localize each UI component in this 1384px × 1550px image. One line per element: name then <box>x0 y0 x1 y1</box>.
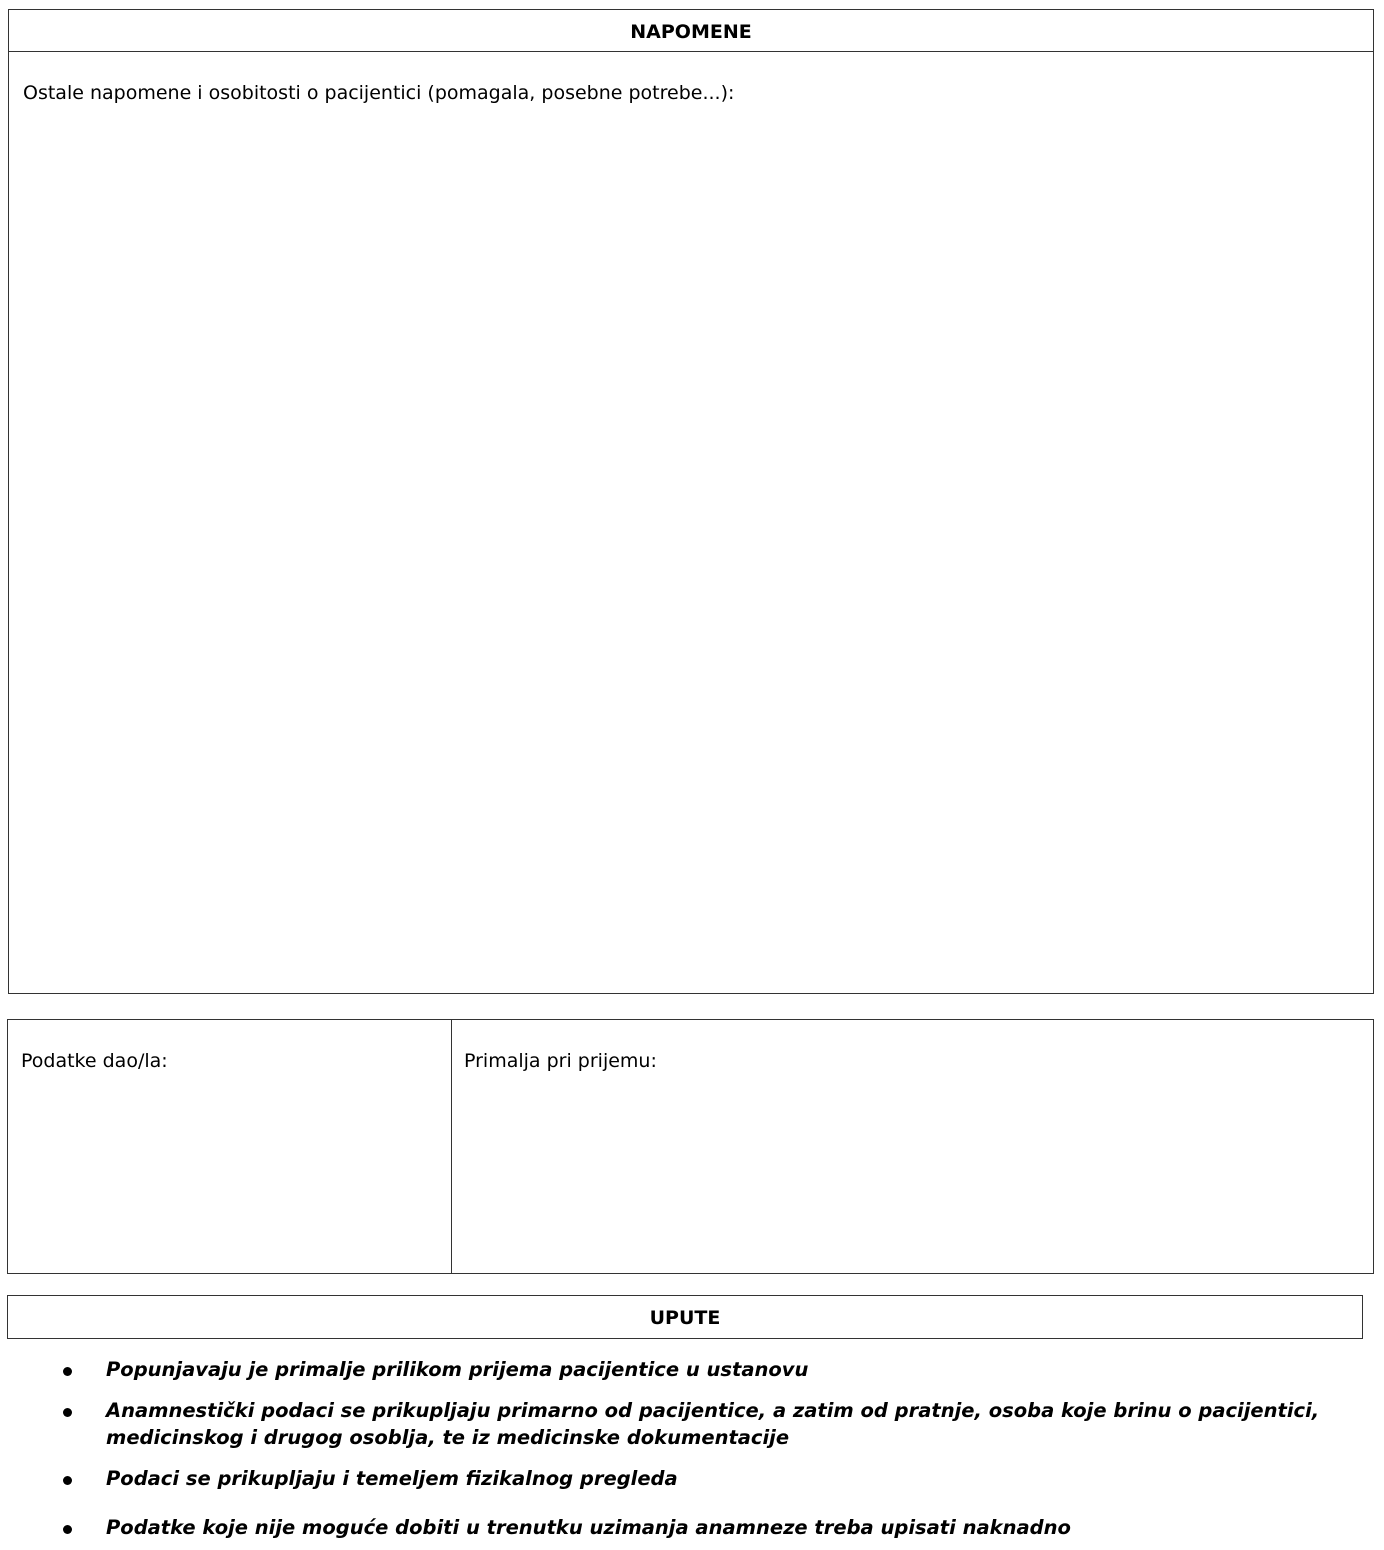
list-item: Podatke koje nije moguće dobiti u trenutku uzimanja anamneze treba upisati naknadno <box>60 1514 1360 1541</box>
bullet-icon <box>63 1525 72 1534</box>
notes-section <box>8 9 1374 994</box>
notes-title: NAPOMENE <box>9 10 1373 52</box>
signature-section <box>7 1019 1374 1274</box>
list-item: Anamnestički podaci se prikupljaju primarno od pacijentice, a zatim od pratnje, osoba koje brinu o pacijentici, medicinskog i drugog osoblja, te iz medicinske dokumentacije <box>60 1397 1360 1451</box>
list-item: Popunjavaju je primalje prilikom prijema pacijentice u ustanovu <box>60 1356 1360 1383</box>
midwife-field[interactable] <box>451 1020 1373 1273</box>
bullet-icon <box>63 1476 72 1485</box>
given-by-field[interactable] <box>8 1020 452 1273</box>
bullet-icon <box>63 1367 72 1376</box>
instructions-title: UPUTE <box>7 1295 1363 1339</box>
instructions-list <box>60 1356 1360 1541</box>
given-by-label: Podatke dao/la: <box>21 1050 168 1072</box>
midwife-label: Primalja pri prijemu: <box>464 1050 657 1072</box>
notes-field-label: Ostale napomene i osobitosti o pacijentici (pomagala, posebne potrebe...): <box>23 82 735 104</box>
bullet-icon <box>63 1408 72 1417</box>
list-item: Podaci se prikupljaju i temeljem fizikalnog pregleda <box>60 1465 1360 1492</box>
